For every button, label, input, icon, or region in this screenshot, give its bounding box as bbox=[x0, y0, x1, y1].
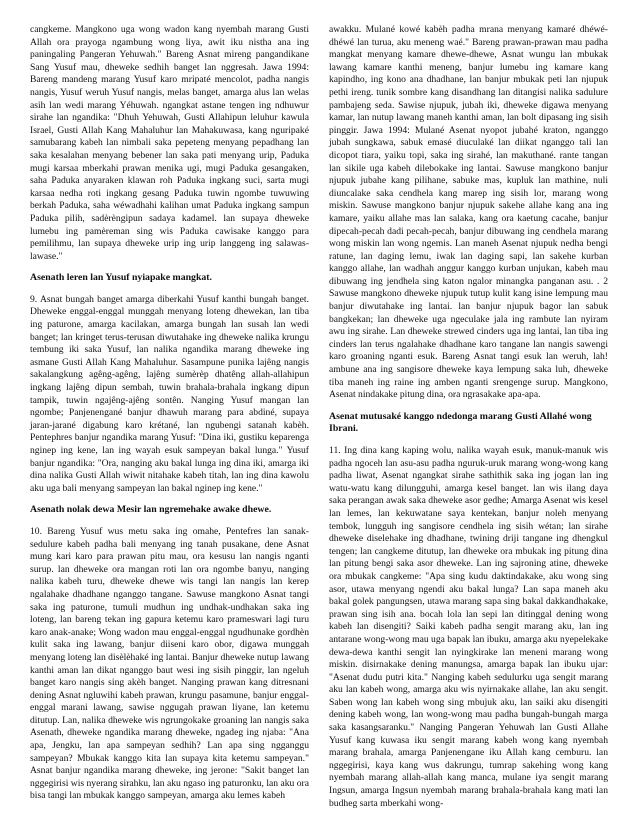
paragraph: awakku. Mulané kowé kabèh padha mrana menyang kamaré dhéwé-dhéwé lan turua, aku meneng waé." Bareng prawan-prawan mau padha mangkat menyang kamare dhewe-dhewe, Asnat wungu lan mbukak lawang kamare kanthi meneng, banjur lumebu ing kamare kang kapindho, ing kono ana dhadhane, lan banjur mbukak peti lan njupuk pethi ireng. tunik sombre kang disandhang lan ditangisi nalika sadulure pambajeng seda. Sawise njupuk, jubah iki, dheweke digawa menyang kamar, lan nutup lawang maneh kanthi aman, lan bolt dipasang ing sisih pinggir. Jawa 1994: Mulané Asenat nyopot jubahé kraton, nganggo jubah sungkawa, sabuk emasé diuculaké lan diikat nganggo tali lan dicopot tiara, yaiku topi, saka ing sirahé, lan makuthané. rante tangan lan sikile uga kabeh dilebokake ing lantai. Sawuse mangkono banjur njupuk jubahe kang pilihane, sabuke mas, kupluk lan mathine, nuli diuncalake saka cendhela kang marep ing sisih lor, marang wong miskin. Sawuse mangkono banjur njupuk sakehe allahe kang ana ing kamare, yaiku allahe mas lan salaka, kang ora kaetung cacahe, banjur dipecah-pecah dadi pecah-pecah, banjur dibuwang ing cendhela marang wong miskin lan wong ngemis. Lan maneh Asenat njupuk nedha bengi ratune, lan daging lemu, iwak lan daging sapi, lan sakehe kurban kanggo allahe, lan wadhah anggur kanggo kurban unjukan, kabeh mau dibuwang ing jendhela sing katon ngalor minangka panganan asu. . 2 Sawuse mangkono dheweke njupuk tutup kulit kang isine lempung mau banjur diwutahake ing lantai. lan banjur njupuk bagor lan sabuk bangkekan; lan dheweke uga ngeculake jala ing rambute lan nyiram awu ing sirahe. Lan dheweke strewed cinders uga ing lantai, lan tiba ing cinders lan terus ngalahake dhadhane karo tangane lan nangis sawengi karo groaning nganti esuk. Bareng Asnat tangi esuk lan weruh, lah! ambune ana ing sangisore dheweke kaya lempung saka luh, dheweke tiba maneh ing raine ing amben nganti srengenge surup. Mangkono, Asenat nindakake pitung dina, ora ngrasakake apa-apa. bbox=[329, 24, 608, 401]
section-heading: Asenat mutusaké kanggo ndedonga marang Gusti Allahé wong Ibrani. bbox=[329, 410, 592, 435]
section-heading: Asenath nolak dewa Mesir lan ngremehake awake dhewe. bbox=[30, 504, 272, 516]
section-heading: Asenath leren lan Yusuf nyiapake mangkat. bbox=[30, 272, 213, 284]
left-column bbox=[30, 24, 309, 806]
right-column bbox=[329, 24, 609, 809]
paragraph: 11. Ing dina kang kaping wolu, nalika wayah esuk, manuk-manuk wis padha ngoceh lan asu-asu padha nguruk-uruk marang wong-wong kang padha liwat, Asenat ngangkat sirahe sathithik saka ing jogan lan ing watu-watu kang dilungguhi, amarga kesel banget. lan wis ilang daya saka perangan awak saka dheweke asor gedhe; Amarga Asenat wis kesel lan lemes, lan kekuwatane saya kentekan, banjur noleh menyang tembok, lungguh ing sangisore cendhela ing sisih wétan; lan sirahe dheweke diselehake ing dhadhane, twining driji tangane ing dhengkul tengen; lan cangkeme ditutup, lan dheweke ora mbukak ing pitung dina lan pitung bengi saka asor dheweke. Lan ing sajroning atine, dheweke ora mbukak cangkeme: "Apa sing kudu daktindakake, aku wong sing asor, utawa menyang ngendi aku bakal lunga? Lan sapa maneh aku bakal golek pangungsen, utawa marang sapa sing bakal dakkandhakake, prawan sing isih ana. bocah lola lan sepi lan ditinggal dening wong kabeh lan disengiti? Saiki kabeh padha sengit marang aku, lan ing antarane wong-wong mau uga bapak lan ibuku, amarga aku nyepelekake dewa-dewa kanthi sengit lan nyingkirake lan meneni marang wong miskin. disirnakake dening manungsa, amarga bapak lan ibuku ujar: "Asenat dudu putri kita." Nanging kabeh sedulurku uga sengit marang aku lan kabeh wong, amarga aku wis nyirnakake allahe, lan aku sengit. Saben wong lan kabeh wong sing mbujuk aku, lan saiki aku disengiti dening kabeh wong, lan wong-wong mau padha bungah-bungah marga saka kasangsaranku." Nanging Pangeran Yehuwah lan Gusti Allahe Yusuf kang kuwasa iku sengit marang kabeh wong kang nyembah marang brahala, amarga Panjenengane iku Allah kang cemburu. lan nggegirisi, kaya kang wus dakrungu, tumrap sakehing wong kang nyembah marang allah-allah kang manca, mulane iya sengit marang Ingsun, amarga Ingsun nyembah marang brahala-brahala kang mati lan budheg sarta mberkahi wong- bbox=[329, 445, 609, 809]
paragraph: 9. Asnat bungah banget amarga diberkahi Yusuf kanthi bungah banget. Dheweke enggal-enggal munggah menyang loteng dhewekan, lan tiba ing paturone, amarga kacilakan, amarga bungah lan susah lan wedi banget; lan kringet terus-terusan diwutahake ing dheweke nalika krungu tembung iki saka Yusuf, lan nalika ngandika marang dheweke ing asmane Gusti Allah Kang Mahaluhur. Sasampune punika lajêng nangis sakalangkung agêng-agêng, lajêng sumèrèp dhatêng allah-allahipun ingkang lajêng dipun sembah, tuwin brahala-brahala ingkang dipun tampik, tuwin ngajêng-ajêng sontên. Nanging Yusuf mangan lan ngombe; Panjenengané banjur dhawuh marang para abdiné, supaya jaran-jarané digabung karo krétané, lan ngubengi satanah kabèh. Pentephres banjur ngandika marang Yusuf: "Dina iki, gustiku keparenga nginep ing kene, lan ing wayah esuk sampeyan bakal lunga." Yusuf banjur ngandika: "Ora, nanging aku bakal lunga ing dina iki, amarga iki dina nalika Gusti Allah wiwit nitahake kabeh titah, lan ing dina kawolu aku uga bali menyang sampeyan lan bakal nginep ing kene." bbox=[30, 293, 309, 494]
paragraph: cangkeme. Mangkono uga wong wadon kang nyembah marang Gusti Allah ora prayoga ngambung wong liya, awit iku nistha ana ing paningaling Pangeran Yehuwah." Bareng Asnat mireng pangandikane Sang Yusuf mau, dheweke sedhih banget lan nggresah. Jawa 1994: Bareng mandeng marang Yusuf karo mripaté mencolot, padha nangis nangis, Yusuf weruh Yusuf nangis, melas banget, amarga alus lan welas asih lan wedi marang Yéhuwah. ngangkat astane tengen ing ndhuwur sirahe lan ngandika: "Dhuh Yehuwah, Gusti Allahipun leluhur kawula Israel, Gusti Allah Kang Mahaluhur lan Mahakuwasa, kang nguripaké samubarang kabeh lan nimbali saka pepeteng menyang pepadhang lan saka kesalahan menyang bebener lan saka pati menyang urip, Paduka mugi karsaa mberkahi prawan menika ugi, mugi Paduka gesangaken, saha Paduka anyaraken klawan roh Paduka ingkang suci, sarta mugi karsaa nedha roti ingkang gesang Paduka tuwin ngombe tuwuwing berkah Paduka, saha wéwadhahi kalihan umat Paduka ingkang sampun Paduka pilih, sadèrèngipun sadaya kadamel. lan supaya dheweke lumebu ing pamèreman sing wis Paduka cawisake kanggo para pemilihmu, lan supaya dheweke urip ing urip langgeng ing salawas-lawase." bbox=[30, 24, 309, 262]
paragraph: 10. Bareng Yusuf wus metu saka ing omahe, Pentefres lan sanak-sedulure kabeh padha bali menyang ing tanah pusakane, dene Asnat mung kari karo para prawan pitu mau, ora kesusu lan nangis nganti surup. lan dheweke ora mangan roti lan ora ngombe banyu, nanging nalika kabeh turu, dheweke dhewe wis tangi lan nangis lan kerep ngalahake dhadhane nganggo tangane. Sawuse mangkono Asnat tangi saka ing paturone, tumuli mudhun ing undhak-undhakan saka ing loteng, lan bareng tekan ing gapura ketemu karo prameswari lagi turu karo anak-anake; Wong wadon mau enggal-enggal ngudhunake gordhèn kulit saka ing lawang, banjur diiseni karo obor, digawa munggah menyang loteng lan disèlèhaké ing lantai. Banjur dheweke nutup lawang kanthi aman lan dikat nganggo baut wesi ing sisih pinggir, lan ngeluh banget karo nangis sing akèh banget. Nanging prawan kang ditresnani dening Asnat ngluwihi kabeh prawan, krungu pasamune, banjur enggal-enggal marani lawang, sawise nggugah prawan liyane, lan ketemu ditutup. Lan, nalika dheweke wis ngrungokake groaning lan nangis saka Asenath, dheweke ngandika marang dheweke, ngadeg ing njaba: "Ana apa, Jengku, lan apa sampeyan sedhih? Lan apa sing ngganggu sampeyan? Mbukak kanggo kita lan supaya kita ketemu sampeyan." Asnat banjur ngandika marang dheweke, ing jerone: "Sakit banget lan nggegirisi wis nyerang sirahku, lan aku ngaso ing paturonku, lan aku ora bisa tangi lan mbukak kanggo sampeyan, amarga aku lemes kabeh bbox=[30, 525, 309, 802]
